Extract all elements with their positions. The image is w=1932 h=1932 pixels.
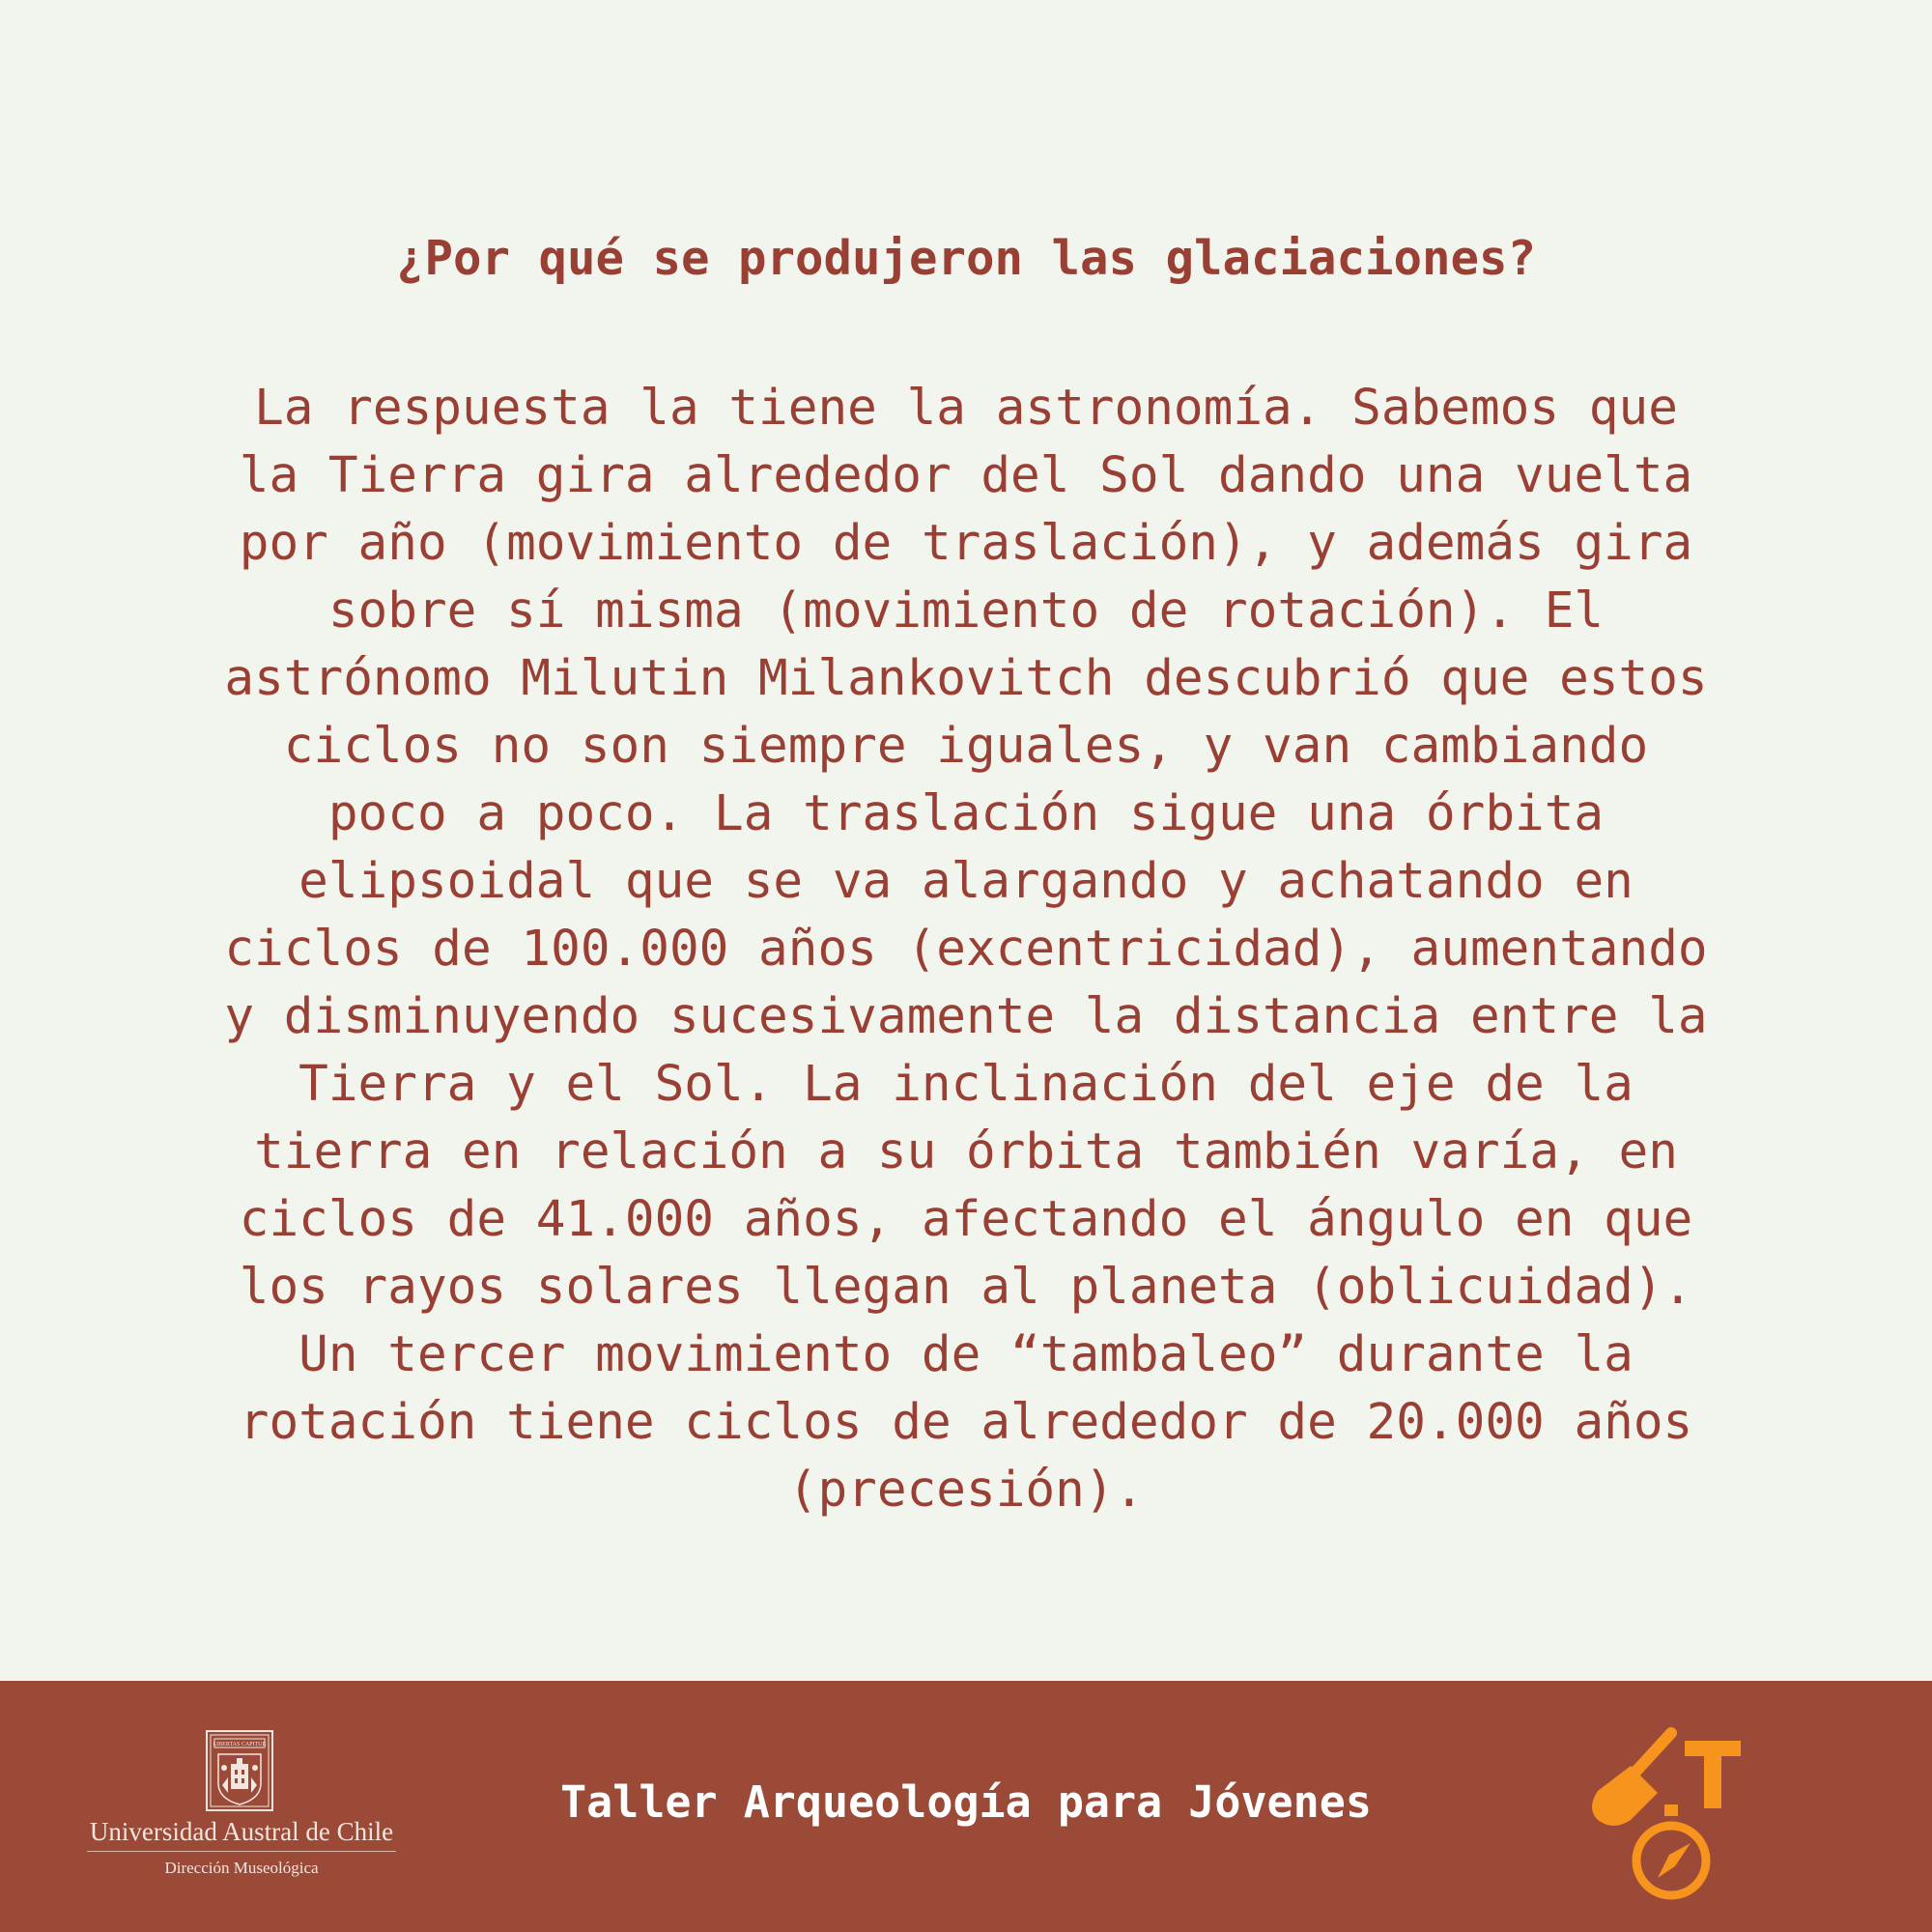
body-line: la Tierra gira alrededor del Sol dando una vuelta — [239, 447, 1693, 504]
body-line: poco a poco. La traslación sigue una órbita — [327, 785, 1605, 842]
body-line: (precesión). — [787, 1462, 1145, 1519]
body-line: ciclos no son siempre iguales, y van cambiando — [283, 718, 1649, 775]
body-line: sobre sí misma (movimiento de rotación). El — [327, 582, 1605, 639]
body-line: Un tercer movimiento de “tambaleo” durante la — [298, 1326, 1634, 1383]
body-line: La respuesta la tiene la astronomía. Sabemos que — [254, 380, 1678, 437]
body-line: tierra en relación a su órbita también varía, en — [254, 1123, 1678, 1180]
body-line: ciclos de 41.000 años, afectando el ángulo en que — [239, 1191, 1693, 1248]
body-line: los rayos solares llegan al planeta (oblicuidad). — [239, 1259, 1693, 1316]
body-line: astrónomo Milutin Milankovitch descubrió que estos — [224, 650, 1708, 707]
body-line: ciclos de 100.000 años (excentricidad), aumentando — [224, 921, 1708, 978]
footer-banner — [0, 1681, 1932, 1932]
university-name: Universidad Austral de Chile — [89, 1817, 394, 1846]
body-paragraph — [145, 375, 1787, 1524]
workshop-logo-icon — [1575, 1723, 1768, 1917]
university-department: Dirección Museológica — [164, 1859, 319, 1877]
body-line: y disminuyendo sucesivamente la distancia entre la — [224, 988, 1708, 1045]
university-divider — [87, 1851, 396, 1852]
workshop-title: Taller Arqueología para Jóvenes — [560, 1776, 1372, 1828]
body-line: por año (movimiento de traslación), y además gira — [239, 515, 1693, 572]
body-line: rotación tiene ciclos de alrededor de 20.000 años — [239, 1394, 1693, 1451]
page-title: ¿Por qué se produjeron las glaciaciones? — [395, 231, 1537, 286]
body-line: elipsoidal que se va alargando y achatando en — [298, 853, 1634, 910]
university-motto: LIBERTAS CAPITUR — [213, 1742, 267, 1747]
body-line: Tierra y el Sol. La inclinación del eje de la — [298, 1056, 1634, 1113]
